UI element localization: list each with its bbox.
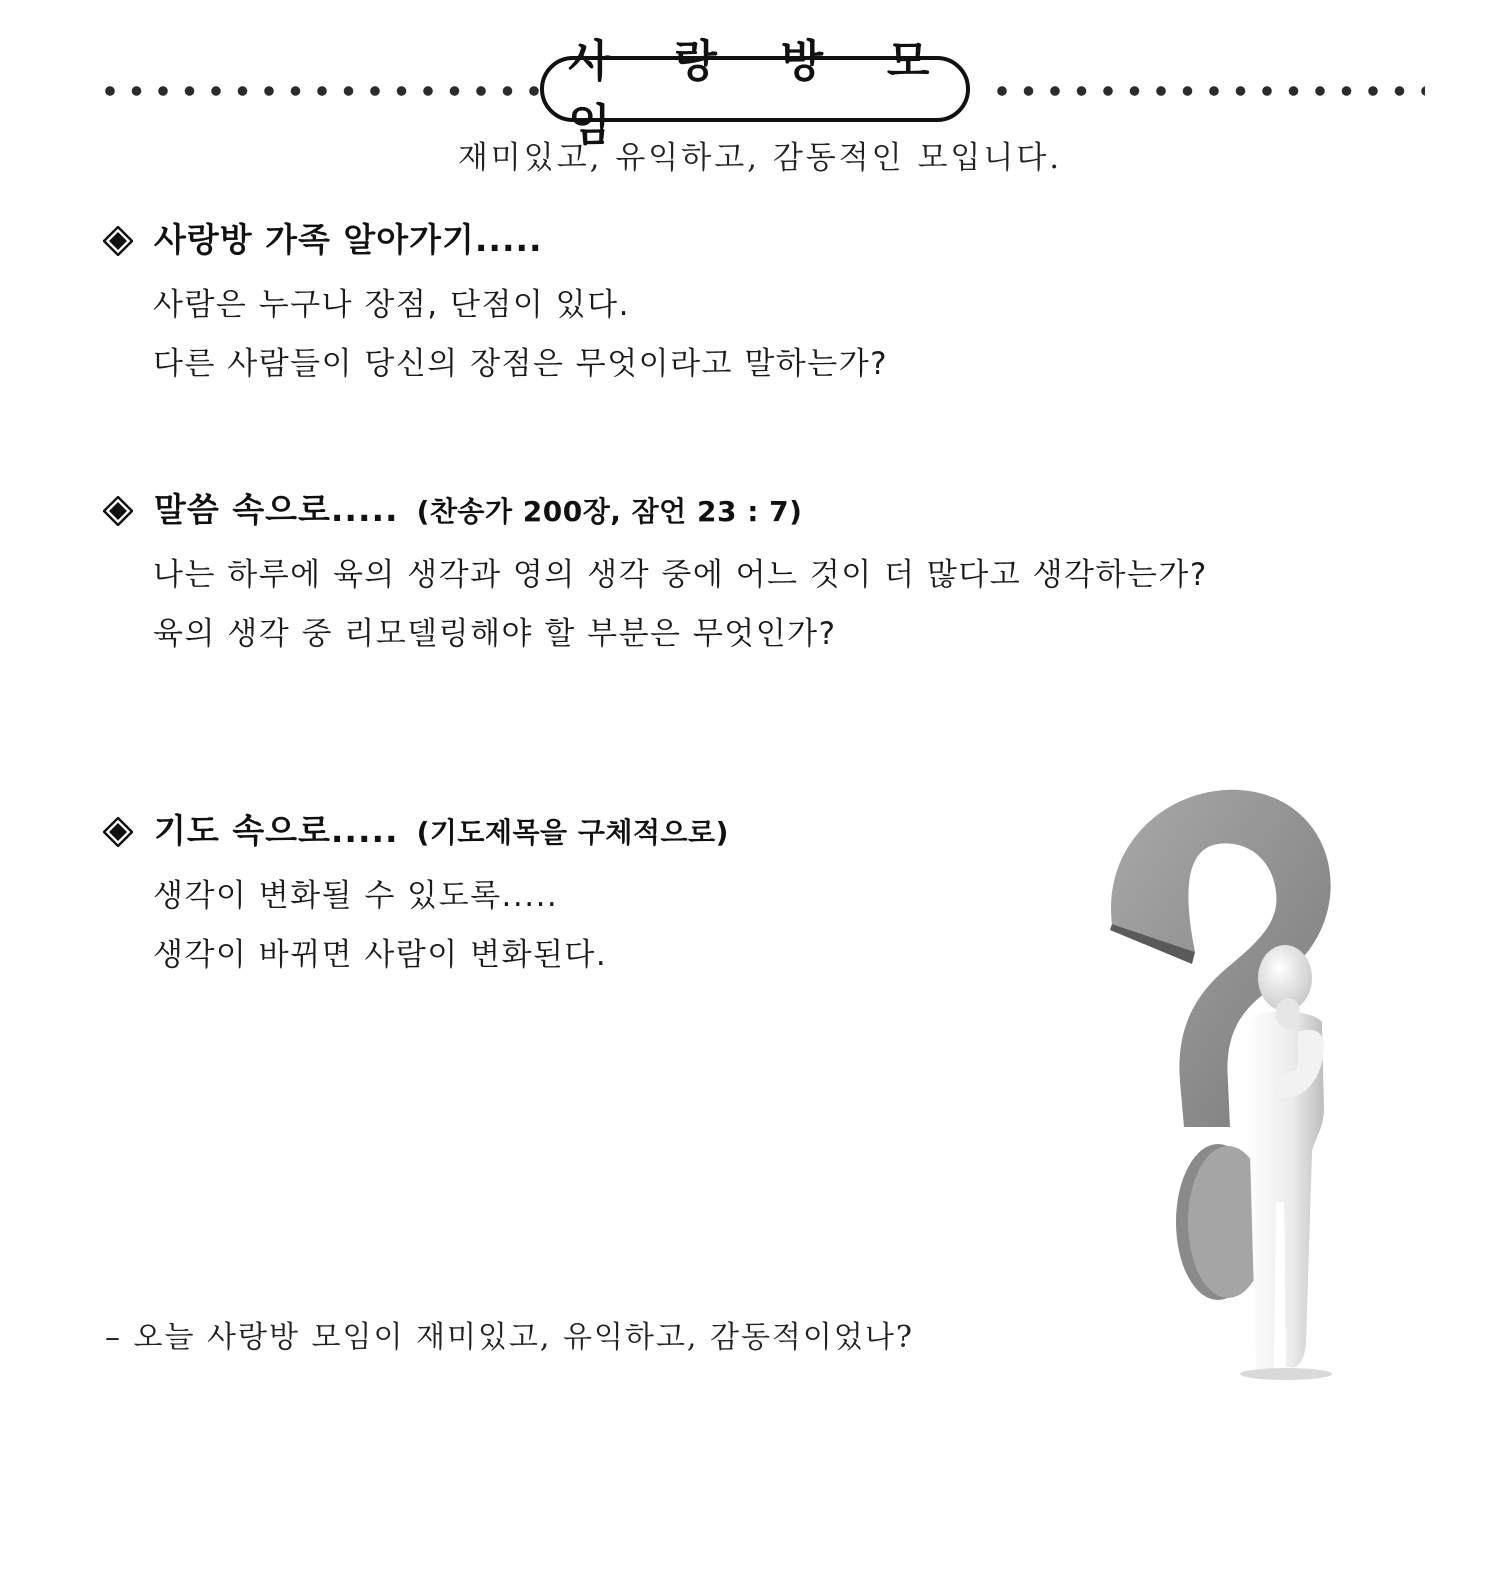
section-line: 다른 사람들이 당신의 장점은 무엇이라고 말하는가?: [153, 346, 889, 382]
section-line: 나는 하루에 육의 생각과 영의 생각 중에 어느 것이 더 많다고 생각하는가?: [153, 557, 1208, 593]
diamond-bullet-icon: [106, 229, 130, 253]
section-heading: [103, 484, 1208, 531]
section-family: [103, 214, 888, 383]
section-heading: [103, 805, 729, 852]
diamond-bullet-icon: [106, 820, 130, 844]
section-title: 말씀 속으로.....: [154, 490, 399, 529]
section-word: [103, 484, 1208, 653]
thinking-person-question-mark-icon: [1100, 782, 1340, 1382]
page-header: [105, 36, 1425, 151]
section-heading: [103, 214, 888, 261]
section-reference: (찬송가 200장, 잠언 23 : 7): [416, 495, 803, 528]
section-line: 육의 생각 중 리모델링해야 할 부분은 무엇인가?: [153, 616, 837, 652]
dotted-divider-left: [105, 86, 545, 96]
section-line: 사람은 누구나 장점, 단점이 있다.: [153, 287, 630, 323]
section-title: 기도 속으로.....: [154, 811, 399, 850]
title-box: [540, 36, 970, 151]
diamond-bullet-icon: [106, 499, 130, 523]
section-prayer: [103, 805, 729, 974]
section-reference: (기도제목을 구체적으로): [416, 816, 729, 849]
page-title: 사 랑 방 모 임: [568, 36, 954, 151]
section-title: 사랑방 가족 알아가기.....: [154, 220, 543, 259]
closing-question: – 오늘 사랑방 모임이 재미있고, 유익하고, 감동적이었나?: [105, 1320, 914, 1355]
dotted-divider-right: [997, 86, 1425, 96]
section-line: 생각이 바뀌면 사람이 변화된다.: [153, 937, 608, 973]
section-line: 생각이 변화될 수 있도록.....: [153, 878, 559, 914]
page-subtitle: 재미있고, 유익하고, 감동적인 모입니다.: [457, 140, 1063, 176]
